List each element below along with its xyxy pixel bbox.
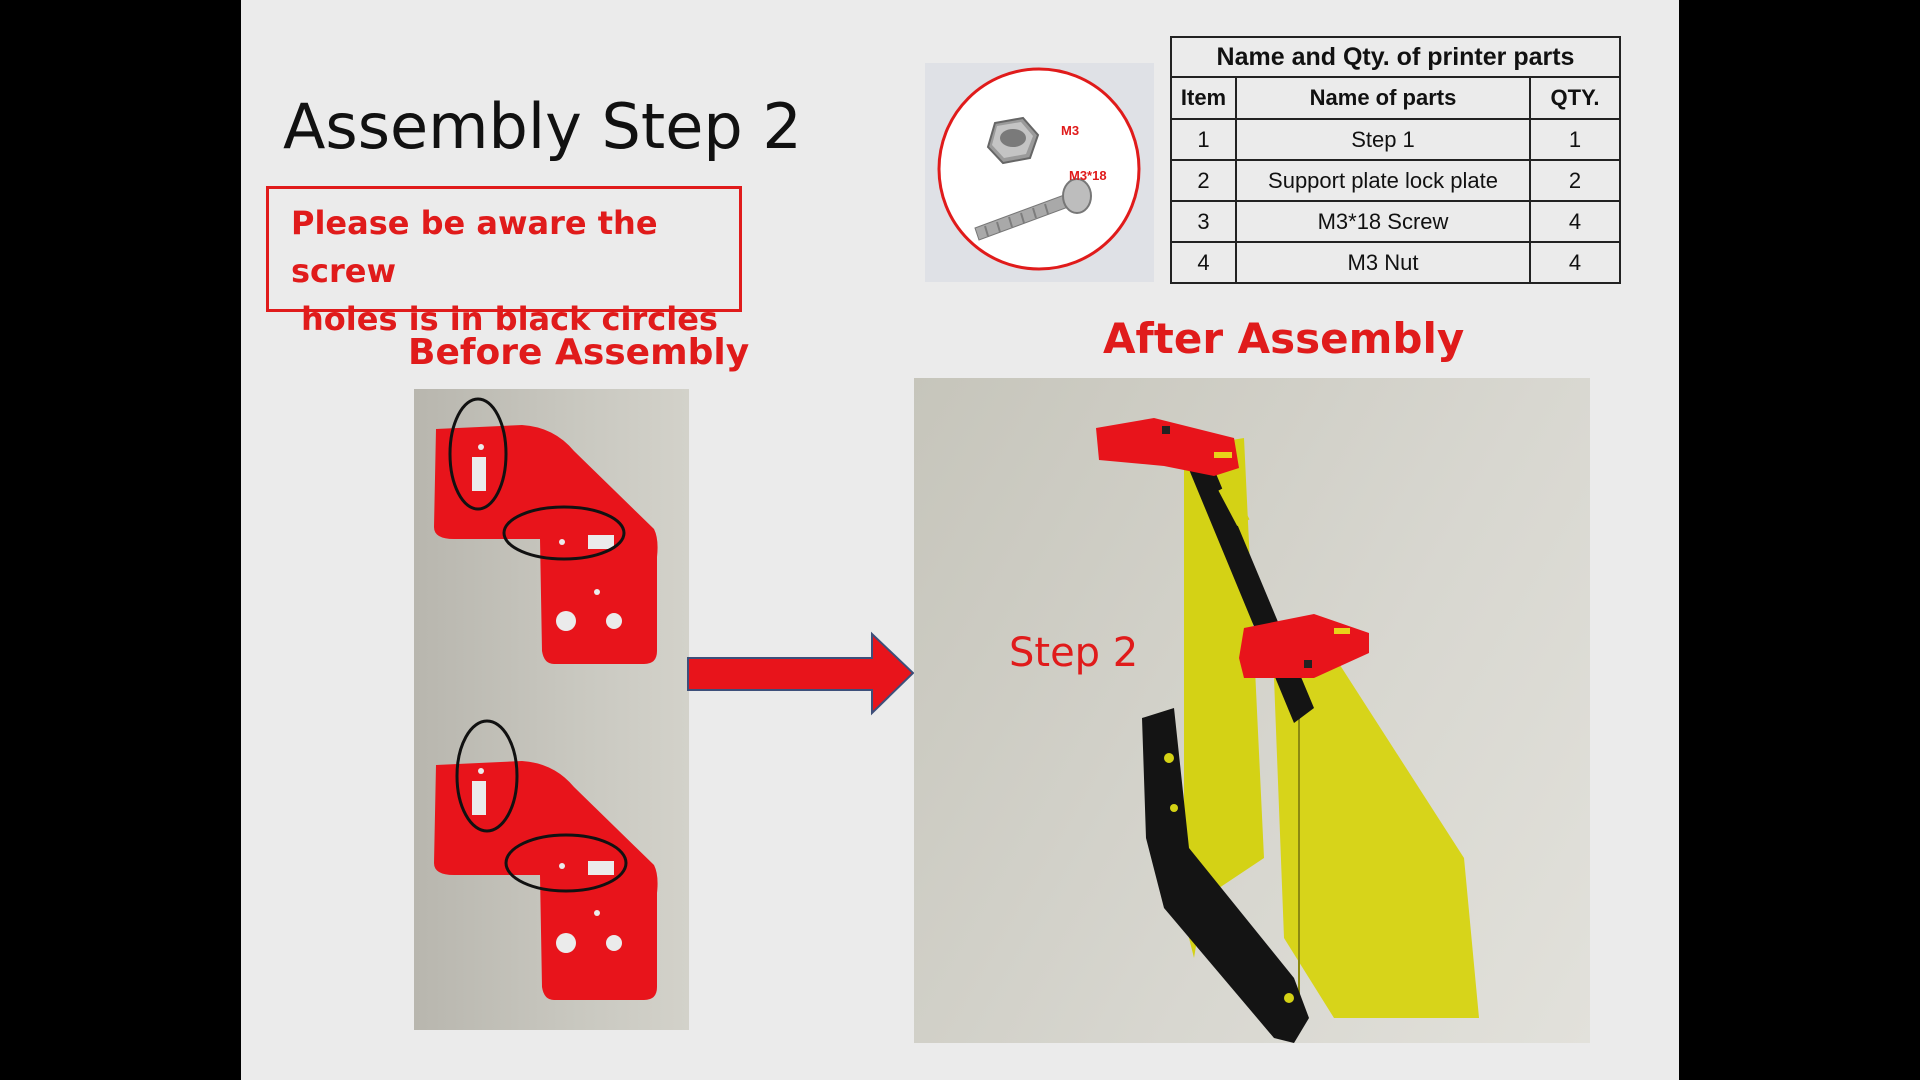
cell-item: 3 xyxy=(1171,201,1236,242)
after-assembly-heading: After Assembly xyxy=(1103,314,1465,363)
cell-qty: 1 xyxy=(1530,119,1620,160)
cell-name: M3*18 Screw xyxy=(1236,201,1530,242)
table-row xyxy=(1171,119,1620,160)
parts-table xyxy=(1170,36,1621,284)
slide-title: Assembly Step 2 xyxy=(283,90,802,163)
right-arrow-icon xyxy=(686,630,916,720)
cell-name: Support plate lock plate xyxy=(1236,160,1530,201)
column-header-name: Name of parts xyxy=(1236,77,1530,119)
cell-name: M3 Nut xyxy=(1236,242,1530,283)
notice-box xyxy=(266,186,742,338)
screw-label: M3*18 xyxy=(1069,168,1107,183)
cell-qty: 4 xyxy=(1530,201,1620,242)
table-row xyxy=(1171,160,1620,201)
cell-name: Step 1 xyxy=(1236,119,1530,160)
table-row xyxy=(1171,201,1620,242)
bracket-top xyxy=(434,399,658,664)
slide xyxy=(241,0,1679,1080)
notice-line-2: holes is in black circles xyxy=(301,300,718,338)
bracket-bottom xyxy=(434,721,658,1000)
table-row xyxy=(1171,242,1620,283)
cell-item: 2 xyxy=(1171,160,1236,201)
cell-qty: 4 xyxy=(1530,242,1620,283)
parts-photo xyxy=(925,63,1154,282)
cell-item: 1 xyxy=(1171,119,1236,160)
cell-qty: 2 xyxy=(1530,160,1620,201)
after-assembly-image xyxy=(914,378,1590,1043)
before-assembly-heading: Before Assembly xyxy=(408,332,750,373)
before-assembly-image xyxy=(414,389,689,1030)
parts-table-caption: Name and Qty. of printer parts xyxy=(1171,37,1620,77)
cell-item: 4 xyxy=(1171,242,1236,283)
column-header-item: Item xyxy=(1171,77,1236,119)
nut-label: M3 xyxy=(1061,123,1080,138)
notice-line-1: Please be aware the screw xyxy=(291,204,658,290)
step-2-label: Step 2 xyxy=(1009,630,1139,676)
column-header-qty: QTY. xyxy=(1530,77,1620,119)
